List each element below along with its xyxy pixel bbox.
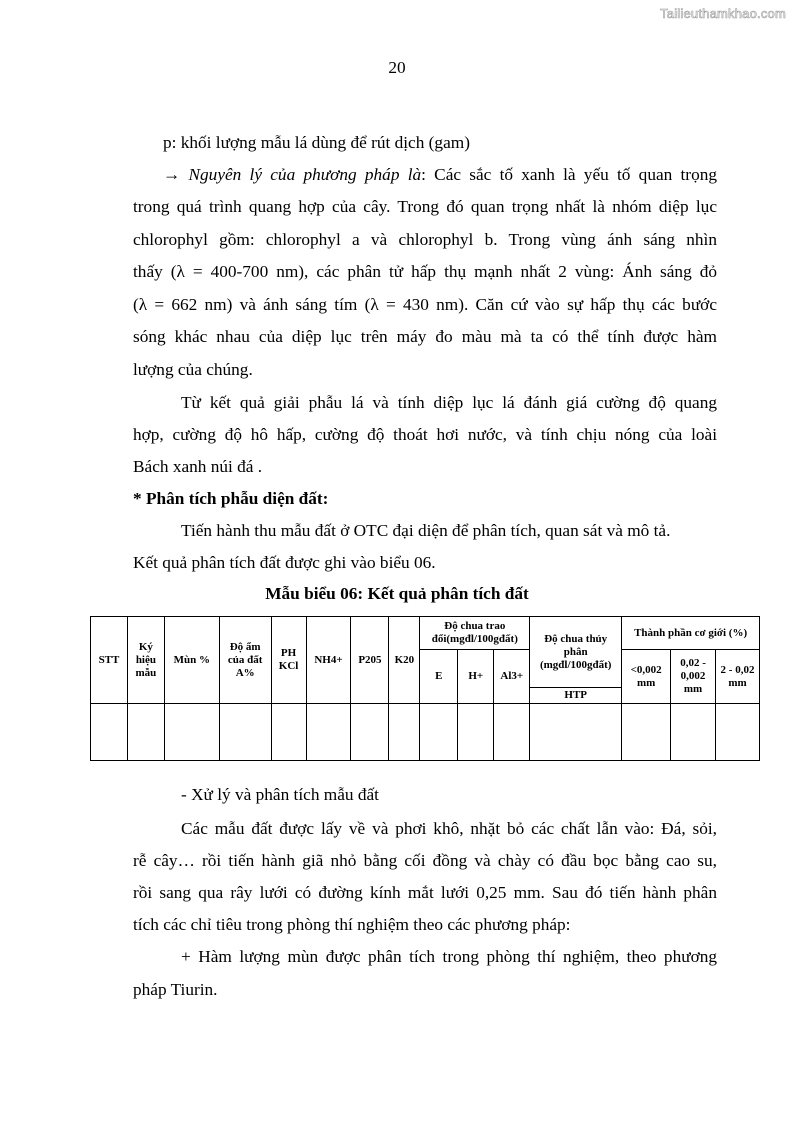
header-p2o5: P205 <box>351 617 389 704</box>
text-line: Bách xanh núi đá . <box>133 457 263 476</box>
soil-analysis-table <box>90 616 760 761</box>
table-row <box>91 704 760 761</box>
italic-heading: → Nguyên lý của phương pháp là <box>163 165 422 184</box>
text-line: (λ = 662 nm) và ánh sáng tím (λ = 430 nm). Căn cứ vào sự hấp thụ các bước <box>133 295 717 314</box>
section-heading: * Phân tích phẫu diện đất: <box>133 489 329 508</box>
text-line: - Xử lý và phân tích mẫu đất <box>181 785 379 804</box>
text-line: Từ kết quả giải phẫu lá và tính diệp lục lá đánh giá cường độ quang <box>181 393 717 412</box>
header-al: Al3+ <box>494 650 530 704</box>
text-line: Tiến hành thu mẫu đất ở OTC đại diện để phân tích, quan sát và mô tả. <box>181 521 671 540</box>
text-line: tích các chỉ tiêu trong phòng thí nghiệm theo các phương pháp: <box>133 915 571 934</box>
header-stt: STT <box>91 617 128 704</box>
header-do-am: Độ ẩm của đất A% <box>219 617 271 704</box>
text-line: + Hàm lượng mùn được phân tích trong phòng thí nghiệm, theo phương <box>181 947 717 966</box>
header-k2o: K20 <box>389 617 420 704</box>
text-line: p: khối lượng mẫu lá dùng để rút dịch (gam) <box>163 133 470 152</box>
header-cg3: 2 - 0,02 mm <box>716 650 760 704</box>
text-line: rễ cây… rồi tiến hành giã nhỏ bằng cối đồng và chày có đầu bọc bằng cao su, <box>133 851 717 870</box>
header-mun: Mùn % <box>164 617 219 704</box>
text-line: chlorophyl gồm: chlorophyl a và chlorophyl b. Trong vùng ánh sáng nhìn <box>133 230 717 249</box>
header-htp: HTP <box>530 688 622 704</box>
text-line: sóng khác nhau của diệp lục trên máy đo màu mà ta có thể tính được hàm <box>133 327 717 346</box>
table-title: Mẫu biểu 06: Kết quả phân tích đất <box>265 584 529 603</box>
header-co-gioi: Thành phần cơ giới (%) <box>622 617 760 650</box>
header-e: E <box>420 650 458 704</box>
text-line: Kết quả phân tích đất được ghi vào biểu 06. <box>133 553 436 572</box>
header-ky-hieu: Ký hiệu mẫu <box>127 617 164 704</box>
text-line <box>163 165 717 185</box>
text-line: trong quá trình quang hợp của cây. Trong đó quan trọng nhất là nhóm diệp lục <box>133 197 717 216</box>
text-line: rồi sang qua rây lưới có đường kính mắt lưới 0,25 mm. Sau đó tiến hành phân <box>133 883 717 902</box>
header-cg2: 0,02 - 0,002 mm <box>671 650 716 704</box>
header-nh4: NH4+ <box>306 617 351 704</box>
text-line: pháp Tiurin. <box>133 980 218 999</box>
text-line: Các mẫu đất được lấy về và phơi khô, nhặt bỏ các chất lẫn vào: Đá, sỏi, <box>181 819 717 838</box>
page-number: 20 <box>388 58 406 77</box>
watermark: Tailieuthamkhao.com <box>660 6 786 21</box>
header-ph: PH KCl <box>271 617 306 704</box>
text-line: hợp, cường độ hô hấp, cường độ thoát hơi nước, và tính chịu nóng của loài <box>133 425 717 444</box>
header-thuy-phan: Độ chua thủy phân (mgđl/100gđất) <box>530 617 622 688</box>
text: : Các sắc tố xanh là yếu tố quan trọng <box>421 165 717 184</box>
header-trao-doi: Độ chua trao đổi(mgđl/100gđất) <box>420 617 530 650</box>
text-line: lượng của chúng. <box>133 360 253 379</box>
text-line: thấy (λ = 400-700 nm), các phân tử hấp thụ mạnh nhất 2 vùng: Ánh sáng đỏ <box>133 262 717 281</box>
header-h: H+ <box>458 650 494 704</box>
header-cg1: <0,002 mm <box>622 650 671 704</box>
